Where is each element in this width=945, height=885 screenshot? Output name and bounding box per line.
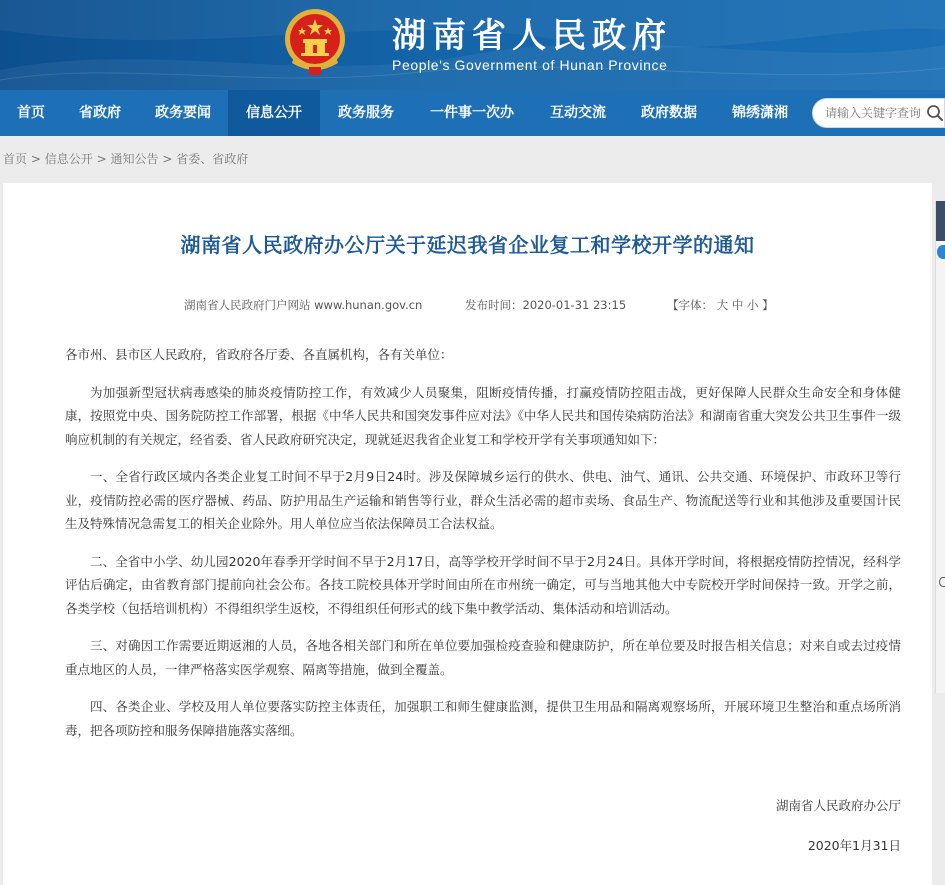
article-content <box>65 343 901 756</box>
breadcrumb-provincial-committee[interactable]: 省委、省政府 <box>176 152 249 166</box>
breadcrumb-home[interactable]: 首页 <box>3 152 28 166</box>
site-subtitle: People's Government of Hunan Province <box>392 57 668 73</box>
main-nav <box>0 90 945 136</box>
side-toolbar-bubble-icon[interactable] <box>937 245 945 259</box>
article-panel <box>3 183 932 885</box>
breadcrumb-separator: > <box>162 152 173 166</box>
national-emblem-icon <box>282 5 348 77</box>
breadcrumb-notices[interactable]: 通知公告 <box>110 152 159 166</box>
article-paragraph: 一、全省行政区域内各类企业复工时间不早于2月9日24时。涉及保障城乡运行的供水、供电、油气、通讯、公共交通、环境保护、市政环卫等行业，疫情防控必需的医疗器械、药品、防护用品生产运输和销售等行业，群众生活必需的超市卖场、食品生产、物流配送等行业和其他涉及重要国计民生及特殊情况急需复工的相关企业除外。用人单位应当依法保障员工合法权益。 <box>65 469 901 531</box>
font-size-label: 【字体： <box>667 298 713 312</box>
breadcrumb-separator: > <box>96 152 107 166</box>
side-toolbar-top <box>936 201 945 241</box>
site-header <box>0 0 945 90</box>
font-size-large-button[interactable]: 大 <box>716 298 729 312</box>
article-paragraph: 三、对确因工作需要近期返湘的人员，各地各相关部门和所在单位要加强检疫查验和健康防护，所在单位要及时报告相关信息；对来自或去过疫情重点地区的人员，一律严格落实医学观察、隔离等措施，做到全覆盖。 <box>65 638 901 677</box>
search-box <box>812 98 945 128</box>
nav-item-information-disclosure[interactable]: 信息公开 <box>228 90 320 136</box>
side-toolbar[interactable] <box>935 201 945 693</box>
article-date <box>465 297 626 313</box>
font-size-end: 】 <box>762 298 774 312</box>
nav-item-scenic-hunan[interactable]: 锦绣潇湘 <box>732 105 788 121</box>
font-size-small-button[interactable]: 小 <box>746 298 759 312</box>
nav-item-government-news[interactable]: 政务要闻 <box>155 105 211 121</box>
breadcrumb-separator: > <box>30 152 41 166</box>
article-paragraph: 二、全省中小学、幼儿园2020年春季开学时间不早于2月17日，高等学校开学时间不早于2月24日。具体开学时间，将根据疫情防控情况，经科学评估后确定，由省教育部门提前向社会公布。各技工院校具体开学时间由所在市州统一确定，可与当地其他大中专院校开学时间保持一致。开学之前，各类学校（包括培训机构）不得组织学生返校，不得组织任何形式的线下集中教学活动、集体活动和培训活动。 <box>65 553 901 616</box>
nav-item-government-data[interactable]: 政府数据 <box>641 105 697 121</box>
side-toolbar-share-icon[interactable] <box>939 577 945 587</box>
article-paragraph: 为加强新型冠状病毒感染的肺炎疫情防控工作，有效减少人员聚集，阻断疫情传播，打赢疫情防控阻击战，更好保障人民群众生命安全和身体健康，按照党中央、国务院防控工作部署，根据《中华人民共和国突发事件应对法》《中华人民共和国传染病防治法》和湖南省重大突发公共卫生事件一级响应机制的有关规定，经省委、省人民政府研究决定，现就延迟我省企业复工和学校开学有关事项通知如下： <box>65 384 901 447</box>
breadcrumb-information-disclosure[interactable]: 信息公开 <box>44 152 93 166</box>
article-source: 湖南省人民政府门户网站 www.hunan.gov.cn <box>184 298 423 312</box>
article-sign-date: 2020年1月31日 <box>807 838 901 853</box>
breadcrumb <box>3 150 248 167</box>
date-label: 发布时间： <box>465 298 523 312</box>
article-paragraph-salutation: 各市州、县市区人民政府，省政府各厅委、各直属机构，各有关单位： <box>65 347 453 362</box>
search-icon[interactable] <box>926 104 944 122</box>
nav-item-government-services[interactable]: 政务服务 <box>338 105 394 121</box>
site-title: 湖南省人民政府 <box>392 16 672 56</box>
article-signature: 湖南省人民政府办公厅 <box>775 798 901 813</box>
date-value: 2020-01-31 23:15 <box>522 298 627 312</box>
article-paragraph: 四、各类企业、学校及用人单位要落实防控主体责任，加强职工和师生健康监测，提供卫生用品和隔离观察场所，开展环境卫生整治和重点场所消毒，把各项防控和服务保障措施落实落细。 <box>65 699 901 738</box>
nav-item-home[interactable]: 首页 <box>17 105 45 121</box>
nav-item-one-stop-service[interactable]: 一件事一次办 <box>430 105 514 121</box>
nav-item-interaction[interactable]: 互动交流 <box>550 105 606 121</box>
search-input[interactable] <box>825 99 925 127</box>
article-title: 湖南省人民政府办公厅关于延迟我省企业复工和学校开学的通知 <box>180 233 755 257</box>
nav-item-provincial-government[interactable]: 省政府 <box>79 105 121 121</box>
font-size-switcher <box>667 297 774 313</box>
font-size-medium-button[interactable]: 中 <box>731 298 744 312</box>
